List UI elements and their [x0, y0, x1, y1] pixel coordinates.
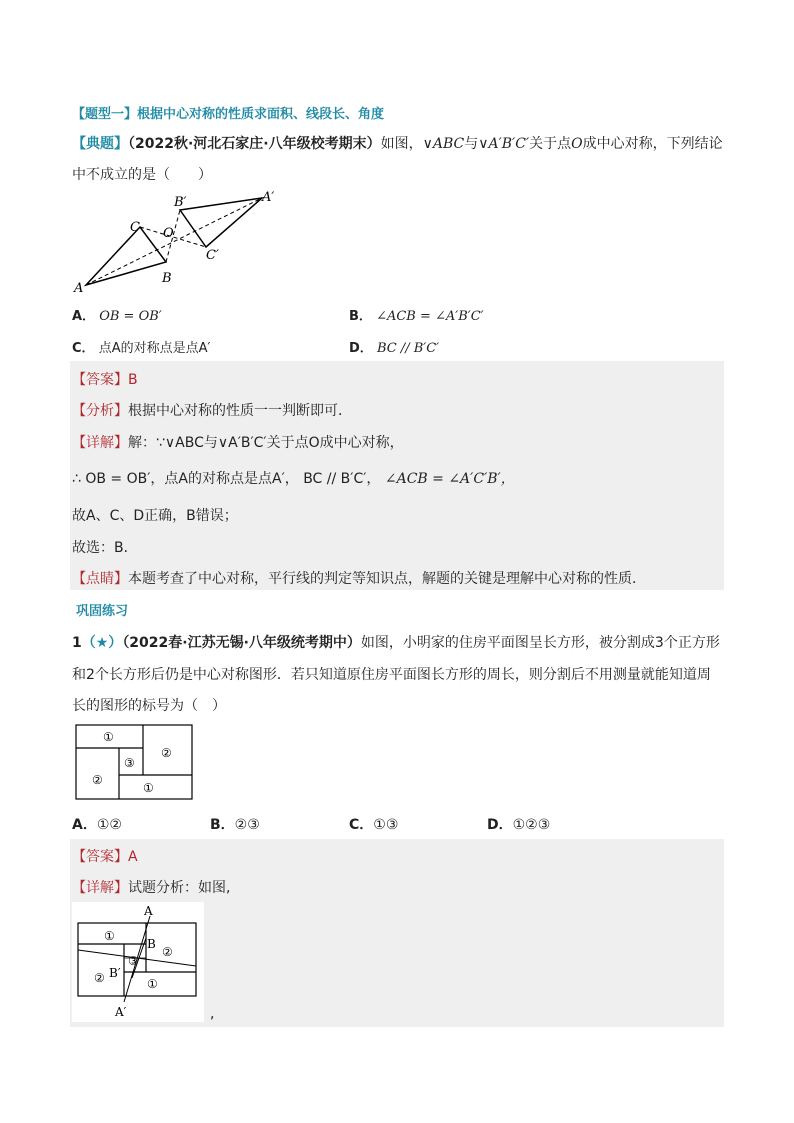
q1-option-c-text: ①③: [373, 817, 399, 833]
q1-stars: （★）: [81, 635, 123, 651]
q1-option-d-letter: D．: [487, 817, 513, 833]
q1-option-c: [349, 814, 398, 834]
label-o: O: [163, 226, 174, 241]
option-a-text: OB = OB′: [99, 309, 162, 324]
option-a: [72, 305, 162, 324]
q1-option-b: [210, 814, 260, 834]
triangle-abc: [86, 227, 166, 285]
q1-option-d: [487, 814, 550, 834]
label-a1: A′: [262, 190, 275, 205]
plan-label-2b: ②: [92, 773, 103, 787]
answer-fig-label-a1: A′: [115, 1005, 127, 1019]
analysis-line: [72, 400, 352, 420]
answer-fig-label-b: B: [147, 937, 156, 951]
option-c: [72, 337, 210, 356]
answer-fig-label-3: ③: [128, 954, 139, 968]
answer-line: [72, 369, 138, 389]
q1-option-b-letter: B．: [210, 817, 235, 833]
answer-fig-label-a: A: [144, 904, 153, 918]
example-triangle-1: ∨ABC: [422, 136, 465, 152]
option-d-letter: D．: [349, 341, 373, 356]
example-point: O: [571, 136, 583, 152]
detail-text-2a: ∴ OB = OB′，点A的对称点是点A′， BC // B′C′，: [72, 471, 381, 487]
label-c: C: [130, 220, 140, 235]
answer-fig-label-2b: ②: [94, 971, 105, 985]
detail-text-2b: ∠ACB = ∠A′C′B′，: [384, 471, 515, 487]
q1-detail-text: 试题分析：如图,: [128, 880, 231, 896]
detail-label: 【详解】: [72, 435, 128, 451]
q1-number: 1: [72, 635, 82, 651]
q1-option-a: [72, 814, 122, 834]
detail-line-4: 故选：B．: [72, 540, 138, 556]
analysis-label: 【分析】: [72, 403, 128, 419]
q1-line3: 长的图形的标号为（ ）: [72, 698, 226, 714]
answer-fig-label-1a: ①: [104, 929, 115, 943]
answer-fig-label-b1: B′: [109, 966, 121, 980]
q1-option-a-letter: A．: [72, 817, 97, 833]
q1-option-d-text: ①②③: [512, 817, 551, 833]
answer-fig-label-1b: ①: [147, 977, 158, 991]
example-triangle-2: ∨A′B′C′: [478, 136, 530, 152]
q1-source: （2022春·江苏无锡·八年级统考期中）: [122, 635, 361, 651]
option-c-letter: C．: [72, 341, 95, 356]
example-source: （2022秋·河北石家庄·八年级校考期末）: [128, 136, 381, 152]
comment-label: 【点睛】: [72, 571, 128, 587]
q1-option-a-text: ①②: [96, 817, 122, 833]
answer-label: 【答案】: [72, 372, 128, 388]
plan-label-3: ③: [124, 756, 135, 770]
label-c1: C′: [206, 248, 219, 263]
label-b: B: [162, 271, 172, 286]
q1-floor-plan: [75, 724, 195, 802]
plan-label-1a: ①: [103, 730, 114, 744]
segment-aa1: [86, 198, 262, 285]
example-text-c: 关于点: [529, 136, 572, 152]
q1-text-1: 如图，小明家的住房平面图呈长方形，被分割成3个正方形: [360, 635, 720, 651]
comment-line: [72, 568, 646, 588]
answer-value: B: [128, 372, 138, 388]
example-question-line2: 中不成立的是（ ）: [72, 167, 212, 183]
comment-text: 本题考查了中心对称，平行线的判定等知识点，解题的关键是理解中心对称的性质．: [128, 571, 646, 587]
q1-option-c-letter: C．: [349, 817, 374, 833]
detail-line-1: [72, 432, 404, 452]
option-b-letter: B．: [349, 309, 372, 324]
option-b: [349, 305, 484, 324]
q1-answer-line: [72, 846, 138, 866]
answer-fig-label-2a: ②: [162, 945, 173, 959]
q1-option-b-text: ②③: [234, 817, 260, 833]
q1-answer-figure: [72, 902, 204, 1022]
option-d: [349, 337, 439, 356]
option-c-text: 点A的对称点是点A′: [98, 341, 211, 356]
q1-detail-line: [72, 877, 230, 897]
q1-detail-label: 【详解】: [72, 880, 128, 896]
example-figure: [70, 185, 290, 297]
q1-answer-value: A: [128, 849, 138, 865]
practice-title: 巩固练习: [76, 604, 129, 619]
q1-answer-label: 【答案】: [72, 849, 128, 865]
example-text-a: 如图，: [380, 136, 423, 152]
example-tag: 【典题】: [72, 136, 128, 152]
option-b-text: ∠ACB = ∠A′B′C′: [376, 309, 484, 324]
detail-text-1: 解：∵∨ABC与∨A′B′C′关于点O成中心对称，: [128, 435, 404, 451]
q1-line1: [72, 632, 720, 652]
option-a-letter: A．: [72, 309, 96, 324]
label-a: A: [74, 281, 84, 296]
analysis-text: 根据中心对称的性质一一判断即可．: [128, 403, 352, 419]
example-text-b: 与: [464, 136, 479, 152]
example-question-line1: [72, 133, 723, 153]
triangle-a1b1c1: [180, 198, 262, 247]
plan-label-1b: ①: [143, 781, 154, 795]
option-d-text: BC // B′C′: [376, 341, 440, 356]
section-title: 【题型一】根据中心对称的性质求面积、线段长、角度: [72, 107, 385, 122]
plan-label-2a: ②: [161, 746, 172, 760]
detail-line-3: 故A、C、D正确，B错误；: [72, 508, 238, 524]
q1-trailing-comma: ,: [210, 1006, 215, 1022]
q1-line2: 和2个长方形后仍是中心对称图形．若只知道原住房平面图长方形的周长，则分割后不用测量就能知道周: [72, 667, 711, 683]
detail-line-2: [72, 468, 515, 488]
label-b1: B′: [174, 195, 187, 210]
example-text-d: 成中心对称，下列结论: [582, 136, 723, 152]
